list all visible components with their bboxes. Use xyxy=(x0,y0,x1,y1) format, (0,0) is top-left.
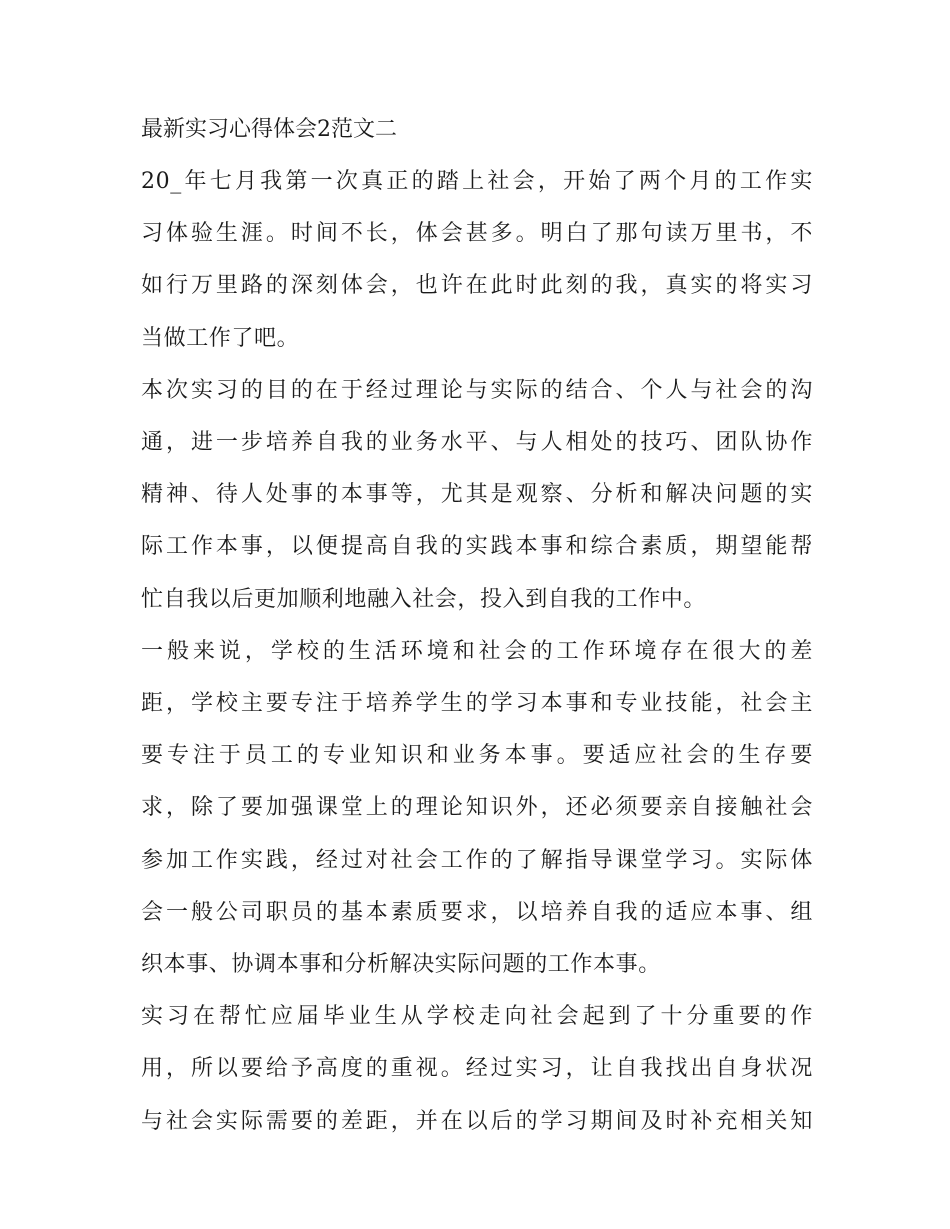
paragraph-line: 一般来说，学校的生活环境和社会的工作环境存在很大的差 xyxy=(141,638,813,664)
paragraph-line: 习体验生涯。时间不长，体会甚多。明白了那句读万里书，不 xyxy=(141,221,813,247)
paragraph-1 xyxy=(141,156,813,365)
paragraph-line: 距，学校主要专注于培养学生的学习本事和专业技能，社会主 xyxy=(141,691,813,717)
paragraph-line: 当做工作了吧。 xyxy=(141,325,300,351)
paragraph-line: 通，进一步培养自我的业务水平、与人相处的技巧、团队协作 xyxy=(141,430,813,456)
paragraph-line: 如行万里路的深刻体会，也许在此时此刻的我，真实的将实习 xyxy=(141,273,813,299)
document-body xyxy=(141,104,813,1148)
paragraph-line: 参加工作实践，经过对社会工作的了解指导课堂学习。实际体 xyxy=(141,847,813,873)
paragraph-4 xyxy=(141,991,813,1148)
paragraph-line: 与社会实际需要的差距，并在以后的学习期间及时补充相关知 xyxy=(141,1108,813,1134)
paragraph-line: 织本事、协调本事和分析解决实际问题的工作本事。 xyxy=(141,952,661,978)
document-title: 最新实习心得体会2范文二 xyxy=(141,117,397,142)
paragraph-line: 20_年七月我第一次真正的踏上社会，开始了两个月的工作实 xyxy=(141,169,813,194)
paragraph-line: 实习在帮忙应届毕业生从学校走向社会起到了十分重要的作 xyxy=(141,1004,813,1030)
paragraph-line: 际工作本事，以便提高自我的实践本事和综合素质，期望能帮 xyxy=(141,534,813,560)
paragraph-2 xyxy=(141,365,813,626)
paragraph-line: 本次实习的目的在于经过理论与实际的结合、个人与社会的沟 xyxy=(141,377,813,403)
paragraph-line: 求，除了要加强课堂上的理论知识外，还必须要亲自接触社会 xyxy=(141,795,813,821)
paragraph-line: 会一般公司职员的基本素质要求，以培养自我的适应本事、组 xyxy=(141,899,813,925)
paragraph-line: 精神、待人处事的本事等，尤其是观察、分析和解决问题的实 xyxy=(141,482,813,508)
paragraph-line: 用，所以要给予高度的重视。经过实习，让自我找出自身状况 xyxy=(141,1056,813,1082)
paragraph-line: 要专注于员工的专业知识和业务本事。要适应社会的生存要 xyxy=(141,743,813,769)
paragraph-3 xyxy=(141,626,813,991)
paragraph-line: 忙自我以后更加顺利地融入社会，投入到自我的工作中。 xyxy=(141,586,707,612)
